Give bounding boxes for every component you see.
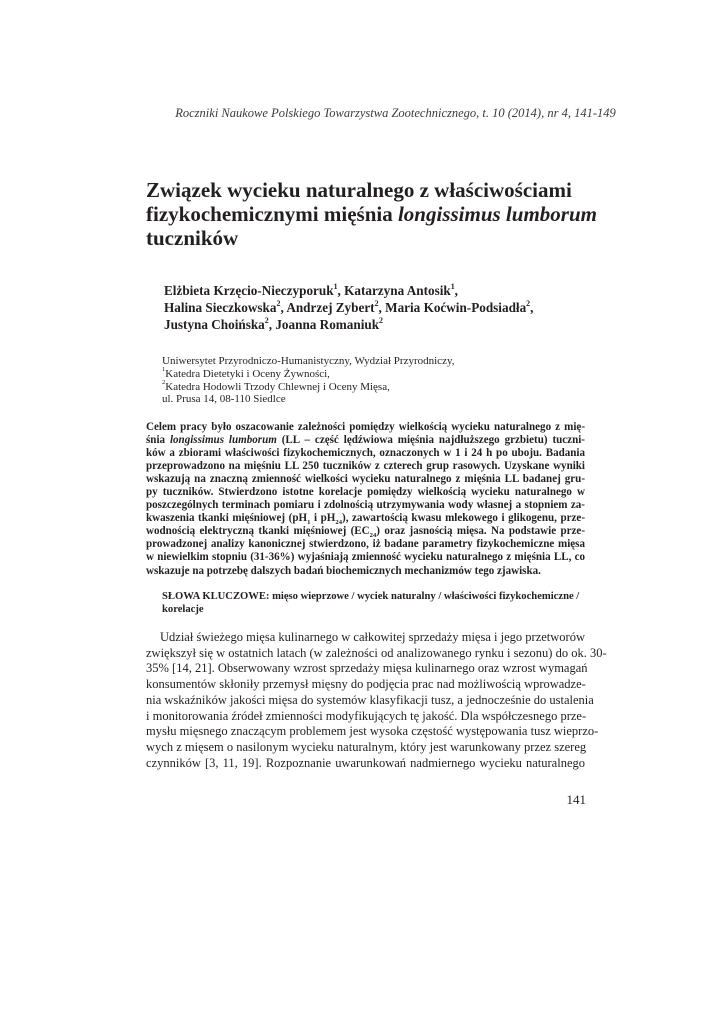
body-line: i monitorowania źródeł zmienności modyfikujących tę jakość. Dla współczesnego prze- [146, 708, 587, 723]
abstract-line: prowadzonej analizy kanonicznej stwierdzono, iż badane parametry fizykochemiczne mięsa [146, 538, 585, 551]
affiliation-dept-2: Katedra Hodowli Trzody Chlewnej i Oceny Mięsa, [165, 380, 390, 393]
abstract-line: śnia longissimus lumborum (LL – część lędźwiowa mięśnia najdłuższego grzbietu) tuczni- [146, 434, 585, 447]
author-affiliation-mark: 1 [333, 281, 338, 291]
abstract-line: ków a zbiorami właściwości fizykochemicznych, oznaczonych w 1 i 24 h po uboju. Badania [146, 447, 585, 460]
author-name: Elżbieta Krzęcio-Nieczyporuk [164, 283, 334, 298]
author-affiliation-mark: 2 [276, 298, 281, 308]
affiliation-mark: 2 [162, 379, 166, 387]
author-name: Justyna Choińska [164, 317, 265, 332]
author-affiliation-mark: 2 [526, 298, 531, 308]
abstract-line: wodnością elektryczną tkanki mięśniowej $(EC_{24})$ oraz jasnością mięsa. Na podstawie prze- [146, 525, 586, 540]
author-name: Katarzyna Antosik [344, 283, 451, 298]
author-list: Elżbieta Krzęcio-Nieczyporuk$^1$, Katarzyna Antosik$^1$, Halina Sieczkowska$^2$, Andrzej Zybert$^2$, Maria Koćwin-Podsiadła$^2$, Justyna Choińska$^2$, Joanna Romaniuk$^2$ [164, 281, 534, 332]
abstract-line: py tuczników. Stwierdzono istotne korelacje pomiędzy wielkością wycieku naturalnego w [146, 486, 585, 499]
title-line-3: tuczników [146, 226, 239, 250]
body-line: wych z mięsem o nasilonym wycieku naturalnym, który jest warunkowany przez szereg [146, 739, 587, 754]
journal-header: Roczniki Naukowe Polskiego Towarzystwa Zootechnicznego, t. 10 (2014), nr 4, 141-149 [175, 106, 616, 120]
abstract-line: kwaszenia tkanki mięśniowej ($pH_1$ i $pH_{24}$), zawartością kwasu mlekowego i glikogenu, prze- [146, 512, 585, 527]
abstract [146, 421, 585, 578]
keywords-label: SŁOWA KLUCZOWE: [162, 591, 270, 602]
abstract-line: w niewielkim stopniu (31-36%) wyjaśniają zmienność wycieku naturalnego z mięśnia LL, co [146, 551, 585, 564]
subscript: 24 [335, 519, 343, 527]
page-number: 141 [566, 792, 586, 807]
subscript: 24 [369, 532, 377, 540]
author-affiliation-mark: 2 [374, 298, 379, 308]
title-line-1: Związek wycieku naturalnego z właściwościami [146, 178, 572, 202]
affiliation-address: ul. Prusa 14, 08-110 Siedlce [162, 393, 286, 406]
title-italic: longissimus lumborum [397, 202, 597, 226]
affiliations [162, 355, 582, 406]
abstract-line: Celem pracy było oszacowanie zależności pomiędzy wielkością wycieku naturalnego z mię- [146, 421, 585, 433]
keywords [162, 590, 585, 616]
body-line: nia wskaźników jakości mięsa do systemów klasyfikacji tusz, a jednocześnie do ustalenia [146, 692, 594, 707]
keywords-text: korelacje [162, 604, 204, 615]
keywords-text: mięso wieprzowe / wyciek naturalny / właściwości fizykochemiczne / [269, 591, 580, 602]
affiliation-university: Uniwersytet Przyrodniczo-Humanistyczny, Wydział Przyrodniczy, [162, 355, 455, 367]
abstract-line: poszczególnych terminach pomiaru i zdolnością utrzymywania wody własnej a stopniem za- [146, 499, 585, 512]
body-line: 35% [14, 21]. Obserwowany wzrost sprzedaży mięsa kulinarnego oraz wzrost wymagań [146, 661, 588, 676]
body-line: konsumentów skłoniły przemysł mięsny do podjęcia prac nad możliwością wprowadze- [146, 677, 586, 692]
author-name: Joanna Romaniuk [275, 317, 380, 332]
abstract-italic: longissimus lumborum [169, 434, 277, 447]
body-line: czynników [3, 11, 19]. Rozpoznanie uwarunkowań nadmiernego wycieku naturalnego [146, 755, 585, 770]
author-affiliation-mark: 2 [264, 315, 269, 325]
body-line: mysłu mięsnego znaczącym problemem jest wysoka częstość występowania tusz wieprzo- [146, 724, 599, 739]
body-text [146, 630, 607, 771]
abstract-line: wskazuje na potrzebę dalszych badań biochemicznych mechanizmów tego zjawiska. [146, 564, 541, 577]
article-title [146, 178, 606, 250]
affiliation-mark: 1 [162, 366, 166, 374]
body-line: Udział świeżego mięsa kulinarnego w całkowitej sprzedaży mięsa i jego przetworów [160, 630, 585, 644]
abstract-line: przeprowadzono na mięśniu LL 250 tuczników z czterech grup rasowych. Uzyskane wyniki [146, 460, 585, 473]
title-line-2: fizykochemicznymi mięśnia [146, 202, 398, 226]
author-name: Halina Sieczkowska [164, 300, 277, 315]
affiliation-dept-1: Katedra Dietetyki i Oceny Żywności, [165, 367, 330, 380]
author-name: Maria Koćwin-Podsiadła [385, 300, 527, 315]
author-affiliation-mark: 2 [379, 315, 383, 325]
author-affiliation-mark: 1 [450, 281, 455, 291]
abstract-line: wskazują na znaczną zmienność wielkości wycieku naturalnego z mięśnia LL badanej gru- [146, 473, 585, 486]
subscript: 1 [307, 519, 311, 527]
author-name: Andrzej Zybert [286, 300, 375, 315]
body-line: zwiększył się w ostatnich latach (w zależności od analizowanego rynku i sezonu) do ok. 30- [146, 645, 607, 660]
